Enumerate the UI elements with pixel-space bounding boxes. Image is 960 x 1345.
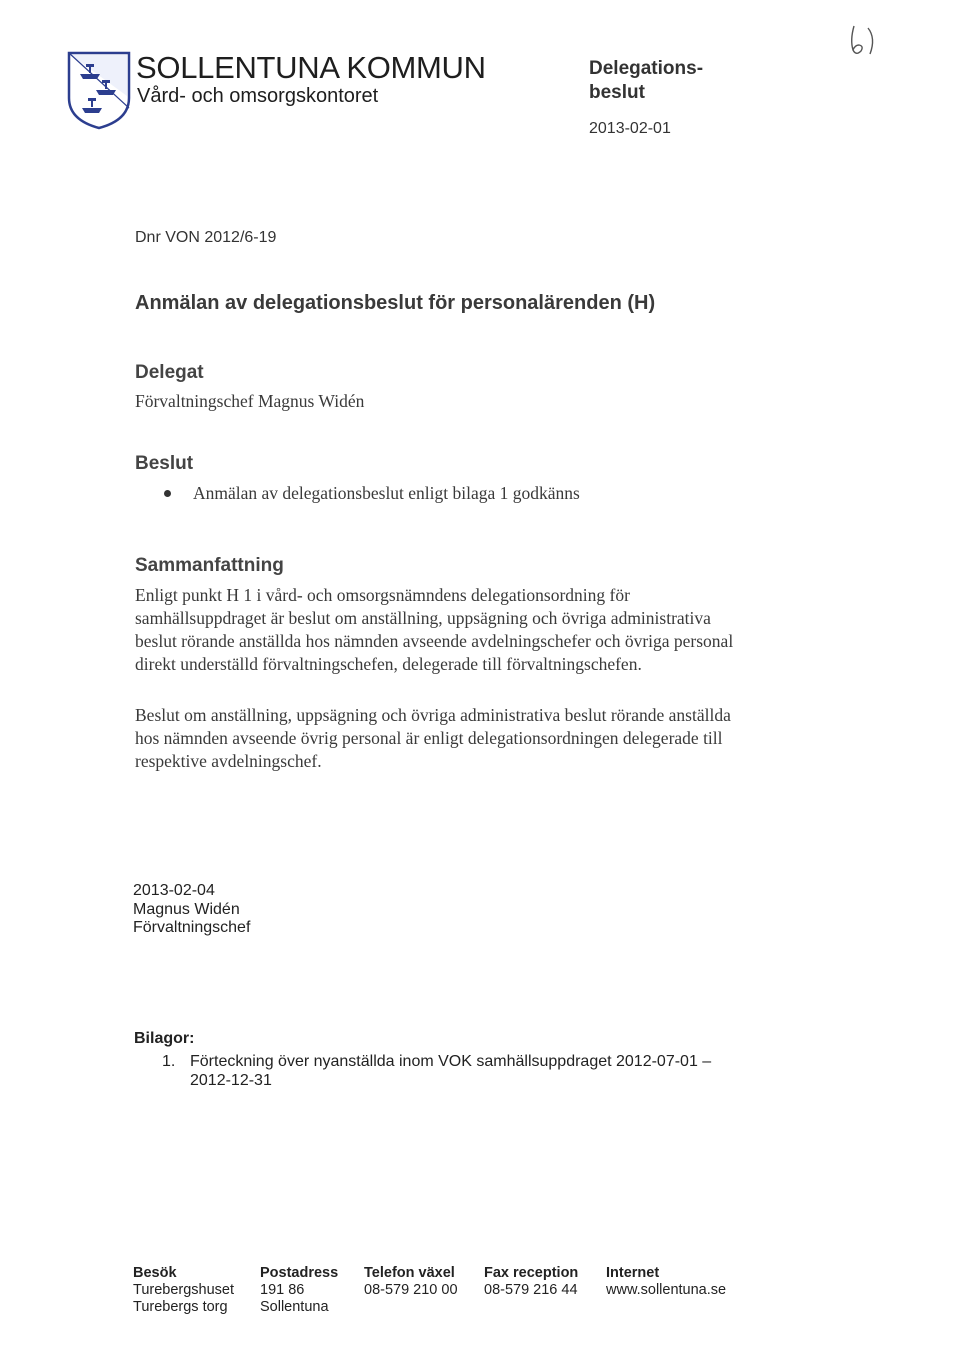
document-date: 2013-02-01 xyxy=(589,120,671,137)
footer-heading: Besök xyxy=(133,1265,177,1281)
bullet-icon xyxy=(164,490,171,497)
signature-role: Förvaltningschef xyxy=(133,919,251,936)
org-subtitle: Vård- och omsorgskontoret xyxy=(137,85,379,107)
website-link[interactable]: www.sollentuna.se xyxy=(606,1282,727,1298)
footer-col-visit xyxy=(133,1265,260,1316)
beslut-item-text: Anmälan av delegationsbeslut enligt bilaga 1 godkänns xyxy=(193,483,580,503)
footer-col-postal xyxy=(260,1265,364,1316)
reference-number: Dnr VON 2012/6-19 xyxy=(135,229,277,246)
attachment-item xyxy=(162,1052,742,1090)
footer-col-phone xyxy=(364,1265,484,1316)
signature-block xyxy=(133,882,250,938)
footer xyxy=(133,1265,726,1316)
beslut-list-item xyxy=(164,482,580,505)
summary-heading: Sammanfattning xyxy=(135,555,284,576)
signature-date: 2013-02-04 xyxy=(133,882,215,899)
page-title: Anmälan av delegationsbeslut för personalärenden (H) xyxy=(135,292,656,314)
footer-line: 08-579 216 44 xyxy=(484,1282,578,1298)
delegat-heading: Delegat xyxy=(135,362,204,383)
footer-line: 08-579 210 00 xyxy=(364,1282,458,1298)
footer-heading: Internet xyxy=(606,1265,660,1281)
attachments-heading: Bilagor: xyxy=(134,1030,195,1047)
footer-line: 191 86 xyxy=(260,1282,305,1298)
signature-name: Magnus Widén xyxy=(133,900,240,918)
footer-col-internet xyxy=(606,1265,726,1316)
summary-paragraph-1: Enligt punkt H 1 i vård- och omsorgsnämndens delegationsordning för samhällsuppdraget är beslut om anställning, uppsägning och övriga administrativa beslut rörande anställda hos nämnden avseende avdelningschefer och övriga personal direkt underställd förvaltningschefen, delegerade till förvaltningschefen. xyxy=(135,585,734,674)
footer-col-fax xyxy=(484,1265,606,1316)
footer-line: Sollentuna xyxy=(260,1299,329,1315)
delegat-name: Förvaltningschef Magnus Widén xyxy=(135,391,365,411)
municipal-crest-icon xyxy=(66,50,132,130)
summary-paragraph-2: Beslut om anställning, uppsägning och övriga administrativa beslut rörande anställda hos nämnden avseende övrig personal är enligt delegationsordningen delegerade till respektive avdelningschef. xyxy=(135,705,731,771)
attachment-number: 1. xyxy=(162,1053,176,1070)
footer-heading: Telefon växel xyxy=(364,1265,455,1281)
handwritten-mark-icon xyxy=(840,20,900,62)
document-type xyxy=(589,57,749,105)
footer-line: Turebergs torg xyxy=(133,1299,228,1315)
footer-heading: Postadress xyxy=(260,1265,339,1281)
footer-heading: Fax reception xyxy=(484,1265,579,1281)
document-type-text: Delegations- beslut xyxy=(589,58,704,103)
beslut-heading: Beslut xyxy=(135,453,194,474)
attachment-text: Förteckning över nyanställda inom VOK samhällsuppdraget 2012-07-01 – 2012-12-31 xyxy=(190,1053,712,1089)
org-name: SOLLENTUNA KOMMUN xyxy=(136,50,486,85)
footer-line: Turebergshuset xyxy=(133,1282,235,1298)
